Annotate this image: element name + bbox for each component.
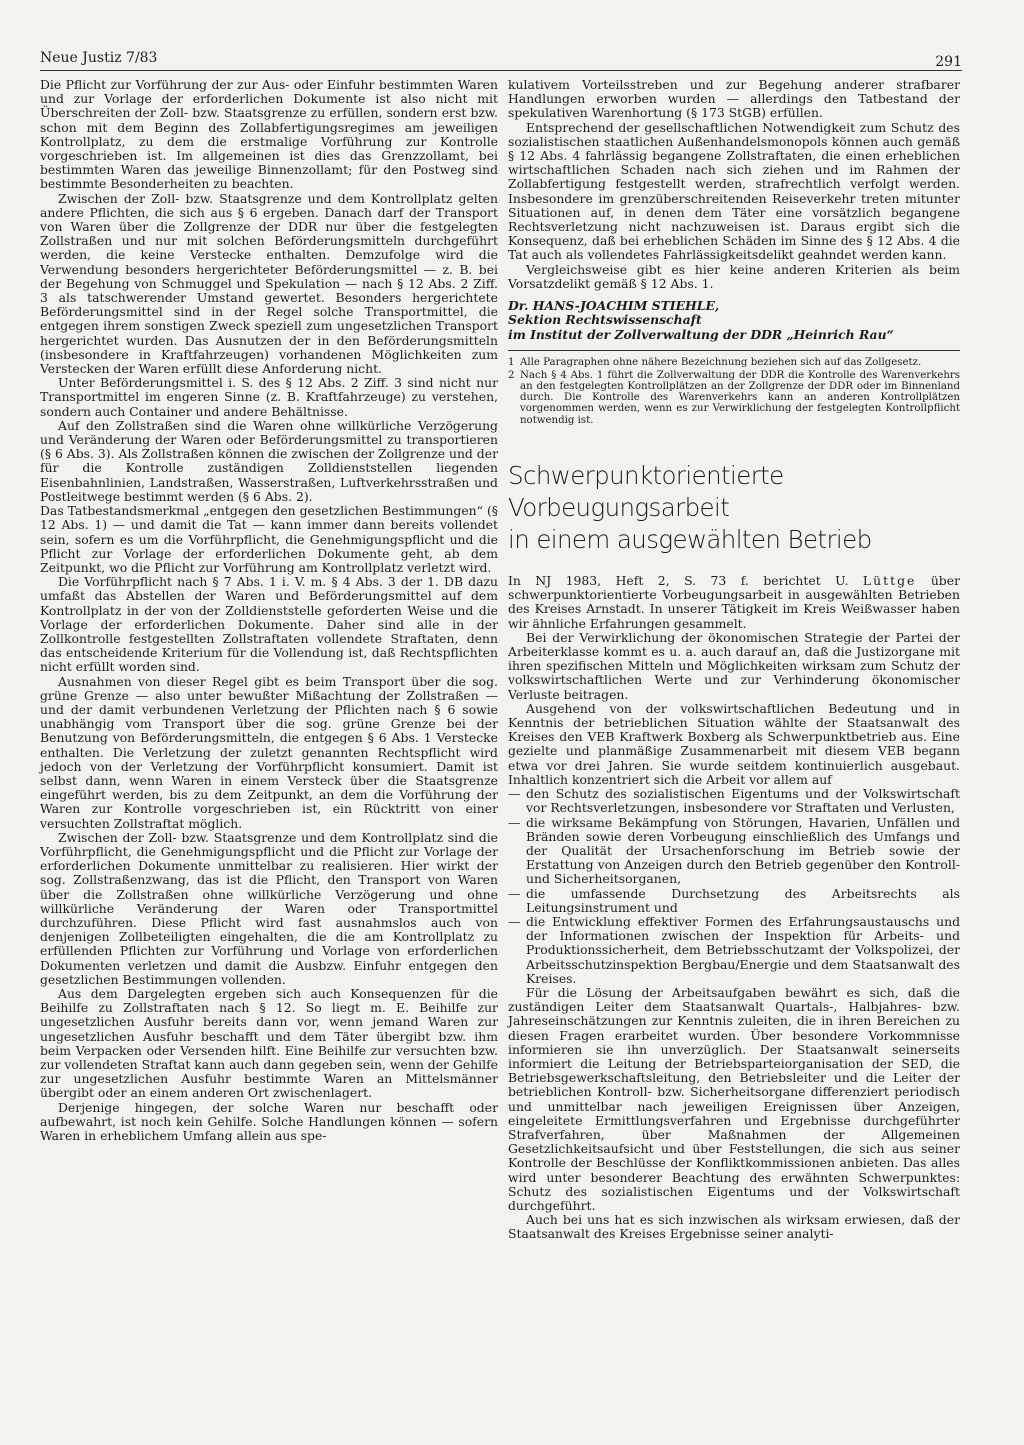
footnote — [508, 370, 960, 426]
list-item-text: die umfassende Durchsetzung des Arbeitsrechts als Leitungsinstrument und — [526, 885, 960, 915]
paragraph: Ausnahmen von dieser Regel gibt es beim Transport über die sog. grüne Grenze — also unter bewußter Mißachtung der Zollstraßen — und der damit verbundenen Verletzung der Pflichten nach § 6 sowie unabhängig vom Transport über die sog. grüne Grenze bei der Benutzung von Beförderungsmitteln, die entgegen § 6 Abs. 1 Verstecke enthalten. Die Verletzung der zuletzt genannten Rechtspflicht wird jedoch von der Verletzung der Vorführpflicht konsumiert. Damit ist selbst dann, wenn Waren in einem Versteck über die Staatsgrenze eingeführt werden, bis zu dem Zeitpunkt, an dem die Vorführung der Waren zur Kontrolle vorgeschrieben ist, ein Rücktritt von einer versuchten Zollstraftat möglich. — [40, 673, 498, 831]
footnote-text: Nach § 4 Abs. 1 führt die Zollverwaltung der DDR die Kontrolle des Warenverkehrs an den festgelegten Kontrollplätzen an der Zollgrenze der DDR oder im Binnenland durch. Die Kontrolle des Warenverkehrs kann an anderen Kontrollplätzen vorgenommen werden, wenn es zur Verwirklichung der festgelegten Kontrollpflicht notwendig ist. — [520, 369, 960, 426]
paragraph: Unter Beförderungsmittel i. S. des § 12 Abs. 2 Ziff. 3 sind nicht nur Transportmittel im engeren Sinne (z. B. Kraftfahrzeuge) zu verstehen, sondern auch Container und andere Behältnisse. — [40, 375, 498, 419]
dash-bullet: — — [508, 814, 521, 830]
footnote — [508, 357, 960, 368]
paragraph: Derjenige hingegen, der solche Waren nur beschafft oder aufbewahrt, ist noch kein Gehilfe. Solche Handlungen können — sofern Waren in erheblichem Umfang allein aus spe- — [40, 1099, 498, 1144]
list-item — [508, 887, 960, 915]
page-header — [40, 50, 962, 70]
left-column — [40, 78, 498, 1143]
list-item-text: die wirksame Bekämpfung von Störungen, Havarien, Unfällen und Bränden sowie deren Vorbeugung einschließlich des Umfangs und der Qualität der Ursachenforschung im Betrieb sowie der Erstattung von Anzeigen durch den Betrieb gegenüber den Kontroll- und Sicherheitsorganen, — [526, 814, 960, 887]
paragraph: Die Vorführpflicht nach § 7 Abs. 1 i. V. m. § 4 Abs. 3 der 1. DB dazu umfaßt das Abstellen der Waren und Beförderungsmittel auf dem Kontrollplatz in der von der Zolldienststelle geforderten Weise und die Vorlage der erforderlichen Dokumente. Daher sind alle in der Zollkontrolle festgestellten Zollstraftaten vollendete Straftaten, denn das entscheidende Kriterium für die Vollendung ist, daß Rechtspflichten nicht erfüllt worden sind. — [40, 574, 498, 675]
paragraph: Ausgehend von der volkswirtschaftlichen Bedeutung und in Kenntnis der betrieblichen Situation wählte der Staatsanwalt des Kreises den VEB Kraftwerk Boxberg als Schwerpunktbetrieb aus. Eine gezielte und planmäßige Zusammenarbeit mit diesem VEB begann etwa vor drei Jahren. Sie wurde seitdem kontinuierlich ausgebaut. Inhaltlich konzentriert sich die Arbeit vor allem auf — [508, 700, 960, 787]
cited-author-name: Lüttge — [862, 573, 917, 589]
journal-title: Neue Justiz 7/83 — [40, 50, 158, 66]
author-signature — [508, 299, 960, 342]
dash-bullet: — — [508, 786, 521, 802]
list-item-text: den Schutz des sozialistischen Eigentums und der Volkswirtschaft vor Rechtsverletzungen, insbesondere vor Straftaten und Verlusten, — [526, 786, 960, 816]
intro-text: über schwerpunktorientierte Vorbeugungsarbeit in ausgewählten Betrieben des Kreises Arnstadt. In unserer Tätigkeit im Kreis Weißwasser haben wir ähnliche Erfahrungen gesammelt. — [508, 573, 960, 631]
author-name: Dr. HANS-JOACHIM STIEHLE, — [508, 298, 720, 314]
paragraph: Bei der Verwirklichung der ökonomischen Strategie der Partei der Arbeiterklasse kommt es u. a. auch darauf an, daß die Justizorgane mit ihren spezifischen Mitteln und Möglichkeiten wirksam zum Schutz der volkswirtschaftlichen Werte und zur Verhinderung ökonomischer Verluste beitragen. — [508, 629, 960, 702]
dash-bullet: — — [508, 913, 521, 929]
intro-text: In NJ 1983, Heft 2, S. 73 f. berichtet U. — [508, 573, 863, 589]
paragraph: Zwischen der Zoll- bzw. Staatsgrenze und dem Kontrollplatz gelten andere Pflichten, die sich aus § 6 ergeben. Danach darf der Transport von Waren über die Zollgrenze der DDR nur über die festgelegten Zollstraßen und nur mit solchen Beförderungsmitteln durchgeführt werden, die keine Verstecke enthalten. Demzufolge wird die Verwendung besonders hergerichteter Beförderungsmittel — z. B. bei der Begehung von Schmuggel und Spekulation — nach § 12 Abs. 2 Ziff. 3 als tatschwerender Umstand gewertet. Besonders hergerichtete Beförderungsmittel sind in der Regel solche Transportmittel, die entgegen ihrem sonstigen Zweck speziell zum ungesetzlichen Transport hergerichtet wurden. Das Ausnutzen der in den Beförderungsmitteln (insbesondere in Kraftfahrzeugen) vorhandenen Möglichkeiten zum Verstecken der Waren erfüllt diese Anforderung nicht. — [40, 190, 498, 377]
paragraph: Vergleichsweise gibt es hier keine anderen Kriterien als beim Vorsatzdelikt gemäß § 12 Abs. 1. — [508, 261, 960, 291]
paragraph: Entsprechend der gesellschaftlichen Notwendigkeit zum Schutz des sozialistischen staatlichen Außenhandelsmonopols können auch gemäß § 12 Abs. 4 fahrlässig begangene Zollstraftaten, die einen erheblichen wirtschaftlichen Schaden nach sich ziehen und im Rahmen der Zollabfertigung festgestellt werden, strafrechtlich verfolgt werden. Insbesondere im grenzüberschreitenden Reiseverkehr treten mitunter Situationen auf, in denen dem Täter eine vorsätzlich begangene Rechtsverletzung nicht nachzuweisen ist. Daraus ergibt sich die Konsequenz, daß bei erheblichen Schäden im Sinne des § 12 Abs. 4 die Tat auch als vollendetes Fahrlässigkeitsdelikt geahndet werden kann. — [508, 119, 960, 263]
article-title-line: Schwerpunktorientierte Vorbeugungsarbeit — [508, 461, 784, 523]
author-affiliation-line1: Sektion Rechtswissenschaft — [508, 312, 702, 328]
list-item — [508, 816, 960, 887]
footnotes — [508, 357, 960, 426]
right-column — [508, 78, 960, 1242]
list-item-text: die Entwicklung effektiver Formen des Erfahrungsaustauschs und der Informationen zwischen der Inspektion für Arbeits- und Produktionssicherheit, dem Betriebsschutzamt der Volkspolizei, der Arbeitsschutzinspektion Bergbau/Energie und dem Staatsanwalt des Kreises. — [526, 913, 960, 986]
paragraph: Das Tatbestandsmerkmal „entgegen den gesetzlichen Bestimmungen“ (§ 12 Abs. 1) — und damit die Tat — kann immer dann bereits vollendet sein, sofern es um die Vorführpflicht, die Genehmigungspflicht und die Pflicht zur Vorlage der erforderlichen Dokumente geht, ab dem Zeitpunkt, wo die Pflicht zur Vorführung am Kontrollplatz verletzt wird. — [40, 503, 498, 575]
continued-paragraph: kulativem Vorteilsstreben und zur Begehung anderer strafbarer Handlungen erworben wurden — allerdings den Tatbestand der spekulativen Warenhortung (§ 173 StGB) erfüllen. — [508, 77, 960, 121]
dash-bullet: — — [508, 885, 521, 901]
paragraph: Zwischen der Zoll- bzw. Staatsgrenze und dem Kontrollplatz sind die Vorführpflicht, die Genehmigungspflicht und die Pflicht zur Vorlage der erforderlichen Dokumente unmittelbar zu realisieren. Hier wirkt der sog. Zollstraßenzwang, das ist die Pflicht, den Transport von Waren über die Zollstraßen ohne willkürliche Verzögerung und ohne willkürliche Veränderung der Waren oder Transportmittel durchzuführen. Diese Pflicht wird fast ausnahmslos auch von denjenigen Zollbeteiligten eingehalten, die die am Kontrollplatz zu erfüllenden Pflichten zur Vorführung und Vorlage von erforderlichen Dokumenten verletzen und damit die Ausbzw. Einfuhr entgegen den gesetzlichen Bestimmungen vollenden. — [40, 829, 498, 987]
list-item — [508, 787, 960, 815]
footnote-rule — [508, 350, 960, 351]
page-number: 291 — [935, 54, 962, 70]
footnote-number: 1 — [508, 357, 515, 369]
article-title — [508, 460, 960, 556]
footnote-number: 2 — [508, 369, 515, 381]
list-item — [508, 915, 960, 986]
article-title-line: in einem ausgewählten Betrieb — [508, 525, 872, 555]
footnote-text: Alle Paragraphen ohne nähere Bezeichnung beziehen sich auf das Zollgesetz. — [520, 357, 922, 369]
paragraph: Für die Lösung der Arbeitsaufgaben bewährt es sich, daß die zuständigen Leiter dem Staatsanwalt Quartals-, Halbjahres- bzw. Jahreseinschätzungen zur Kenntnis zuleiten, die in ihren Bereichen zu diesen Fragen erarbeitet wurden. Über besondere Vorkommnisse informieren sie ihn unverzüglich. Der Staatsanwalt seinerseits informiert die Leitung der Betriebsparteiorganisation der SED, die Betriebsgewerkschaftsleitung, den Betriebsleiter und die Leiter der betrieblichen Kontroll- bzw. Sicherheitsorgane differenziert periodisch und unmittelbar nach jeweiligen Ereignissen über Anzeigen, eingeleitete Ermittlungsverfahren und Ergebnisse durchgeführter Strafverfahren, über Maßnahmen der Allgemeinen Gesetzlichkeitsaufsicht und über Feststellungen, die sich aus seiner Kontrolle der Beschlüsse der Konfliktkommissionen anbieten. Das alles wird unter besonderer Beachtung des erwähnten Schwerpunktes: Schutz des sozialistischen Eigentums und der Volkswirtschaft durchgeführt. — [508, 984, 960, 1213]
paragraph: Auf den Zollstraßen sind die Waren ohne willkürliche Verzögerung und Veränderung der Waren oder Beförderungsmittel zu transportieren (§ 6 Abs. 3). Als Zollstraßen können die zwischen der Zollgrenze und der für die Kontrolle zuständigen Zolldienststellen liegenden Eisenbahnlinien, Landstraßen, Wasserstraßen, Luftverkehrsstraßen und Postleitwege bestimmt werden (§ 6 Abs. 2). — [40, 417, 498, 504]
paragraph: Auch bei uns hat es sich inzwischen als wirksam erwiesen, daß der Staatsanwalt des Kreises Ergebnisse seiner analyti- — [508, 1212, 960, 1242]
article-intro — [508, 574, 960, 631]
header-rule — [40, 70, 962, 71]
paragraph: Die Pflicht zur Vorführung der zur Aus- oder Einfuhr bestimmten Waren und zur Vorlage der erforderlichen Dokumente ist also nicht mit Überschreiten der Zoll- bzw. Staatsgrenze zu erfüllen, sondern erst bzw. schon mit dem Beginn des Zollabfertigungsregimes am jeweiligen Kontrollplatz, zu dem die erstmalige Vorführung zur Kontrolle vorgeschrieben ist. Im allgemeinen ist dies das Grenzzollamt, bei bestimmten Waren das jeweilige Binnenzollamt; für den Postweg sind bestimmte Besonderheiten zu beachten. — [40, 77, 498, 192]
paragraph: Aus dem Dargelegten ergeben sich auch Konsequenzen für die Beihilfe zu Zollstraftaten nach § 12. So liegt m. E. Beihilfe zur ungesetzlichen Ausfuhr bereits dann vor, wenn jemand Waren zur ungesetzlichen Ausfuhr beschafft und dem Täter übergibt bzw. ihm beim Verpacken oder Versenden hilft. Eine Beihilfe zur versuchten bzw. zur vollendeten Straftat kann auch dann gegeben sein, wenn der Gehilfe zur ungesetzlichen Ausfuhr bestimmte Waren an Mittelsmänner übergibt oder an einem anderen Ort zwischenlagert. — [40, 986, 498, 1101]
focus-list — [508, 787, 960, 986]
author-affiliation-line2: im Institut der Zollverwaltung der DDR „Heinrich Rau“ — [508, 326, 894, 342]
